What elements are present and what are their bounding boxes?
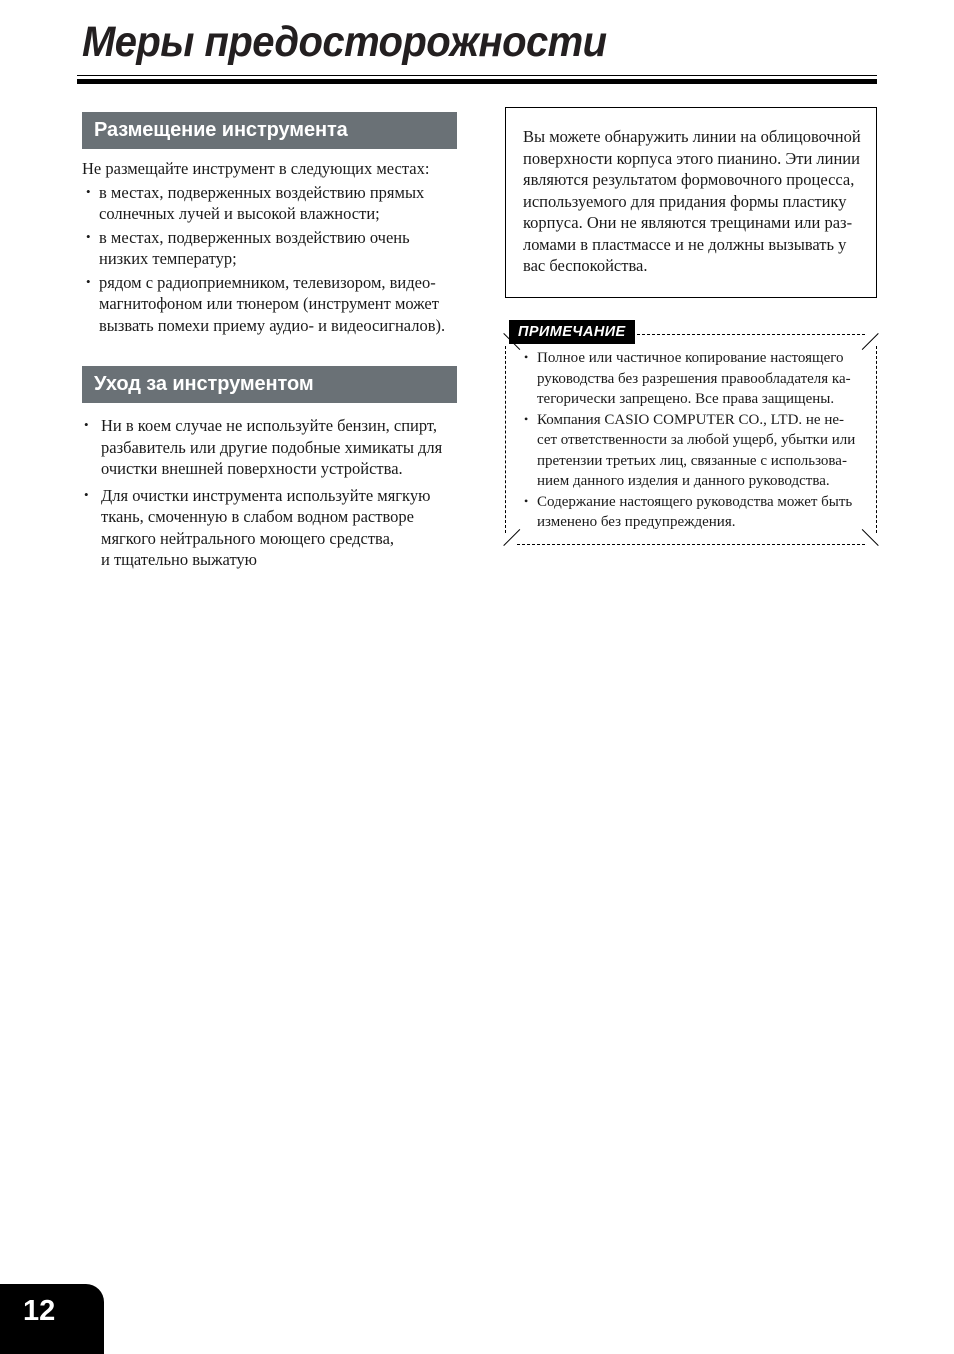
- care-bullet-list: [82, 415, 457, 571]
- note-border-bottom: [517, 544, 865, 545]
- care-body: [82, 415, 457, 571]
- note-bullet-list: [521, 348, 863, 533]
- info-line: используемого для придания формы пластику: [523, 191, 847, 211]
- note-box: [505, 334, 877, 545]
- list-item: [82, 182, 457, 225]
- bullet-line: • Ни в коем случае не используйте бензин, спирт,: [101, 416, 438, 435]
- note-box-wrapper: [505, 320, 877, 545]
- section-heading-placement: Размещение инструмента: [82, 112, 457, 149]
- header-rule-thick: [77, 79, 877, 84]
- section-heading-care: Уход за инструментом: [82, 366, 457, 403]
- note-line: претензии третьих лиц, связанные с использова-: [537, 452, 847, 469]
- list-item: [82, 227, 457, 270]
- page-title: Меры предосторожности: [82, 18, 607, 66]
- note-text: [521, 348, 863, 533]
- note-border-left: [505, 346, 506, 533]
- bullet-line: мягкого нейтрального моющего средства,: [101, 528, 395, 548]
- bullet-line: • рядом с радиоприемником, телевизором, видео-: [99, 272, 436, 292]
- bullet-line: магнитофоном или тюнером (инструмент может: [99, 294, 439, 313]
- info-line: Вы можете обнаружить линии на облицовочной: [523, 127, 861, 146]
- left-column: [82, 112, 457, 571]
- list-item: [82, 415, 457, 480]
- placement-body: [82, 158, 457, 336]
- info-line: корпуса. Они не являются трещинами или раз-: [523, 213, 853, 232]
- bullet-line: вызвать помехи приему аудио- и видеосигналов).: [99, 315, 446, 335]
- bullet-line: и тщательно выжатую: [101, 550, 258, 569]
- note-corner-top-right: [861, 333, 878, 350]
- bullet-line: • Для очистки инструмента используйте мягкую: [101, 485, 431, 505]
- info-line: вас беспокойства.: [523, 256, 648, 275]
- note-line: • Полное или частичное копирование настоящего: [537, 350, 844, 366]
- list-item: [82, 485, 457, 571]
- bullet-line: ткань, смоченную в слабом водном растворе: [101, 507, 414, 526]
- page-number-tab: [0, 1284, 104, 1354]
- note-label-tag: ПРИМЕЧАНИЕ: [509, 320, 635, 344]
- note-line: • Содержание настоящего руководства может быть: [537, 493, 853, 510]
- info-box: [505, 107, 877, 298]
- note-line: • Компания CASIO COMPUTER CO., LTD. не не-: [537, 411, 845, 428]
- note-corner-bottom-left: [504, 529, 521, 546]
- note-line: изменено без предупреждения.: [537, 514, 736, 530]
- list-item: [521, 492, 863, 533]
- placement-bullet-list: [82, 182, 457, 337]
- list-item: [82, 272, 457, 337]
- note-line: руководства без разрешения правообладателя ка-: [537, 370, 851, 387]
- placement-lead: Не размещайте инструмент в следующих местах:: [82, 159, 430, 178]
- list-item: [521, 348, 863, 410]
- right-column: [505, 107, 877, 298]
- info-box-text: [523, 126, 860, 277]
- info-line: ломами в пластмассе и не должны вызывать у: [523, 234, 847, 254]
- info-line: являются результатом формовочного процесса,: [523, 170, 855, 189]
- list-item: [521, 410, 863, 492]
- bullet-line: низких температур;: [99, 249, 237, 268]
- note-border-right: [876, 346, 877, 533]
- bullet-line: • в местах, подверженных воздействию прямых: [99, 182, 425, 202]
- bullet-line: солнечных лучей и высокой влажности;: [99, 204, 380, 223]
- header-rule-thin: [77, 75, 877, 76]
- note-line: нием данного изделия и данного руководства.: [537, 473, 830, 489]
- page-number: 12: [23, 1295, 56, 1327]
- note-corner-bottom-right: [861, 529, 878, 546]
- note-line: сет ответственности за любой ущерб, убытки или: [537, 432, 856, 448]
- bullet-line: очистки внешней поверхности устройства.: [101, 459, 403, 478]
- info-line: поверхности корпуса этого пианино. Эти линии: [523, 148, 860, 168]
- note-line: тегорически запрещено. Все права защищены.: [537, 391, 835, 407]
- bullet-line: • в местах, подверженных воздействию очень: [99, 227, 410, 247]
- bullet-line: разбавитель или другие подобные химикаты для: [101, 437, 443, 457]
